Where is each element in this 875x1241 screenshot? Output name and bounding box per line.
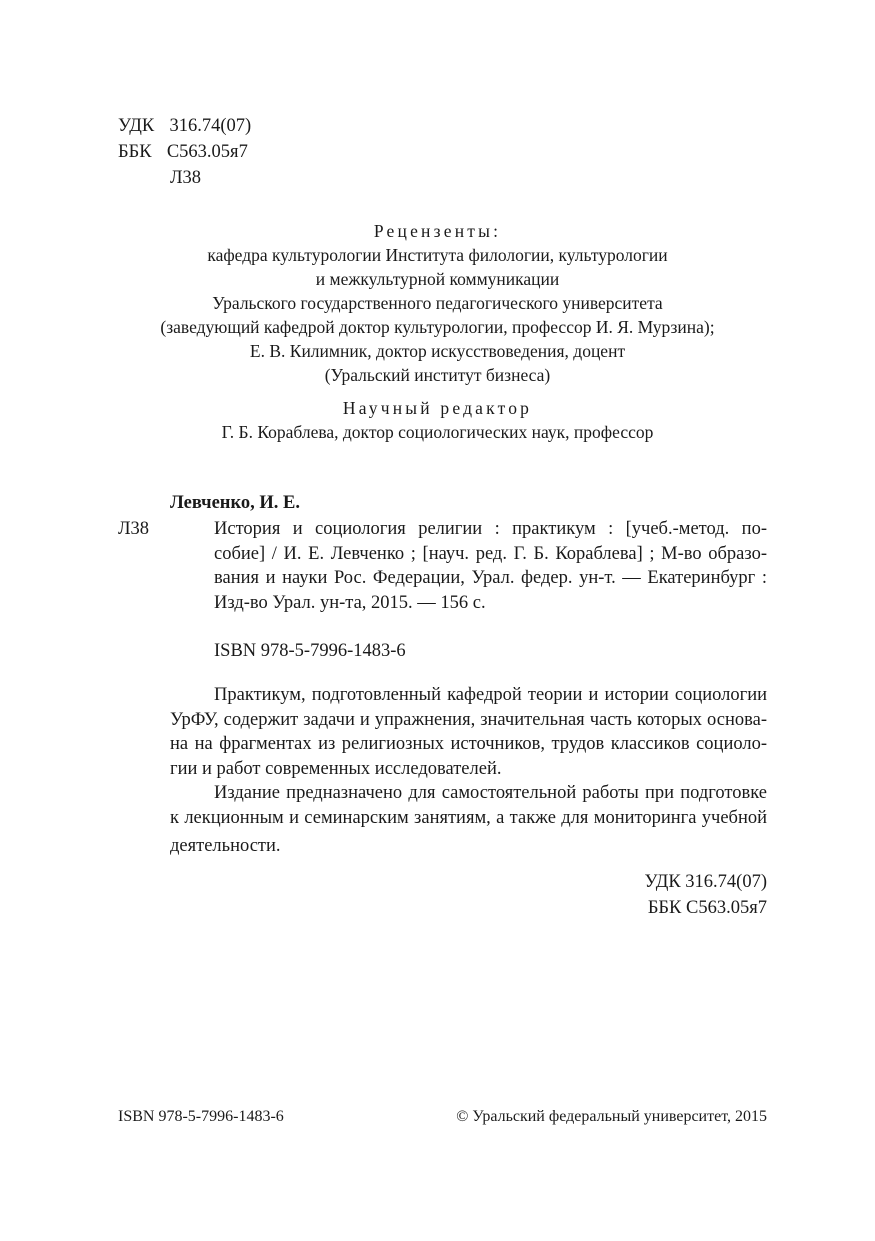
bottom-bbk: ББК С563.05я7 — [647, 898, 767, 918]
entry-mark: Л38 — [118, 519, 150, 539]
reviewer-line: (заведующий кафедрой доктор культурологии, профессор И. Я. Мурзина); — [160, 317, 715, 337]
reviewer-line: кафедра культурологии Института филологии, культурологии — [207, 245, 668, 265]
reviewers-heading: Рецензенты: — [373, 221, 502, 241]
description-line: вания и науки Рос. Федерации, Урал. федер. ун-т. — Екатеринбург : — [214, 568, 767, 588]
annotation-line: гии и работ современных исследователей. — [170, 758, 502, 779]
entry-author: Левченко, И. Е. — [170, 493, 300, 513]
reviewer-line: и межкультурной коммуникации — [315, 269, 560, 289]
footer-copyright: © Уральский федеральный университет, 2015 — [456, 1108, 767, 1125]
author-mark-top: Л38 — [170, 168, 202, 188]
bbk-label: ББК — [118, 142, 152, 162]
udk-value: 316.74(07) — [169, 116, 252, 136]
reviewer-line: (Уральский институт бизнеса) — [324, 365, 551, 385]
annotation-line: на на фрагментах из религиозных источников, трудов классиков социоло- — [170, 734, 767, 754]
entry-description — [118, 517, 767, 615]
bbk-value: С563.05я7 — [166, 142, 248, 162]
annotation-line: Издание предназначено для самостоятельной работы при подготовке — [214, 783, 767, 803]
editor-heading: Научный редактор — [342, 398, 533, 418]
annotation-paragraph-2 — [170, 781, 767, 859]
annotation-line: к лекционным и семинарским занятиям, а также для мониторинга учебной — [170, 807, 767, 828]
annotation-paragraph-1 — [170, 683, 767, 781]
bbk-line — [118, 140, 248, 164]
annotation-line: Практикум, подготовленный кафедрой теории и истории социологии — [214, 685, 767, 705]
udk-label: УДК — [118, 116, 155, 136]
reviewer-line: Е. В. Килимник, доктор искусствоведения, доцент — [249, 341, 626, 361]
description-line: Изд-во Урал. ун-та, 2015. — 156 с. — [214, 592, 486, 613]
annotation-line: деятельности. — [170, 836, 281, 856]
udk-line — [118, 114, 251, 138]
annotation-line: УрФУ, содержит задачи и упражнения, значительная часть которых основа- — [170, 709, 767, 730]
footer-isbn: ISBN 978-5-7996-1483-6 — [118, 1108, 284, 1125]
bottom-udk: УДК 316.74(07) — [644, 872, 767, 892]
reviewer-line: Уральского государственного педагогического университета — [212, 293, 663, 313]
description-line: История и социология религии : практикум : [учеб.-метод. по- — [214, 519, 767, 539]
description-line: собие] / И. Е. Левченко ; [науч. ред. Г. Б. Кораблева] ; М-во образо- — [214, 543, 767, 564]
entry-isbn: ISBN 978-5-7996-1483-6 — [214, 641, 406, 661]
editor-line: Г. Б. Кораблева, доктор социологических наук, профессор — [221, 422, 654, 442]
